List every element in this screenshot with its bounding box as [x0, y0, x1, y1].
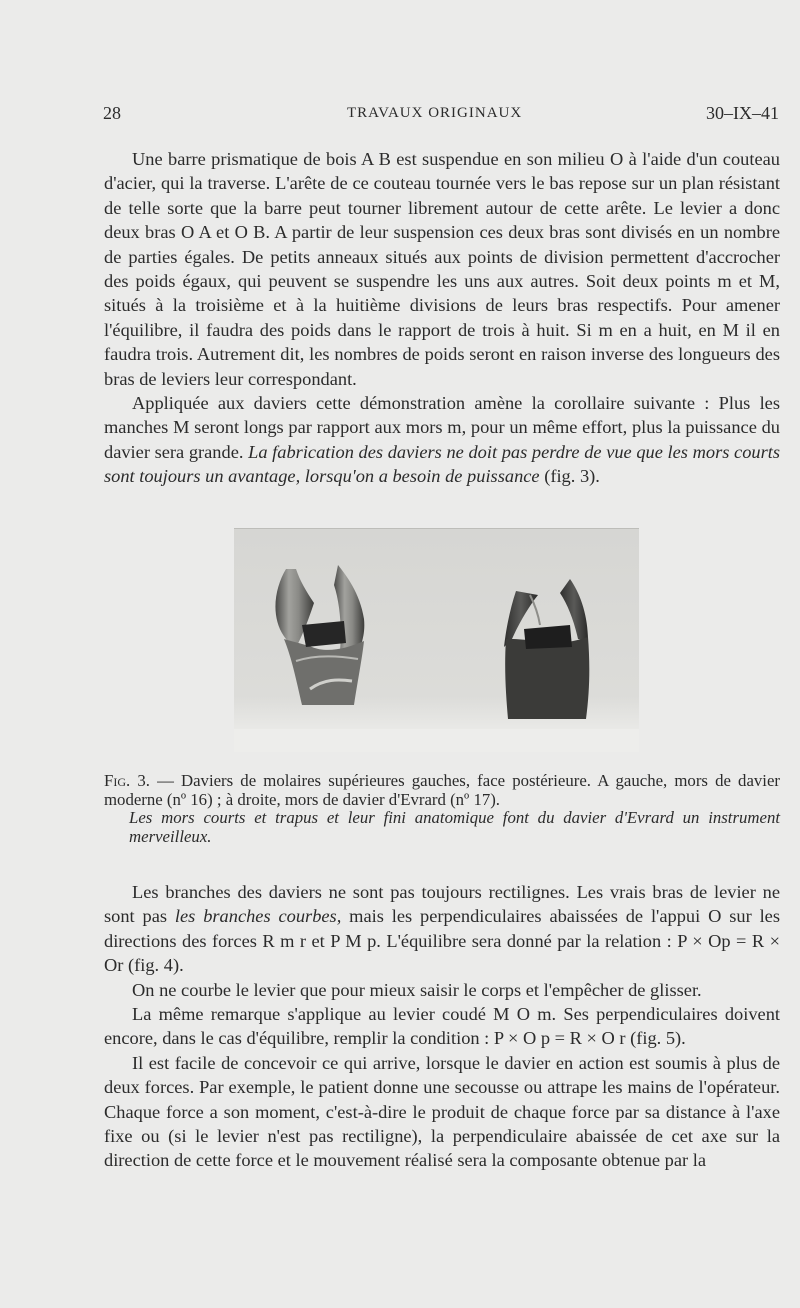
forceps-photo-illustration [234, 529, 639, 752]
corollary-italic: La fabrication des daviers ne doit pas perdre de vue que les mors courts sont toujours un avantage, lorsqu'on a besoin de puissance [104, 441, 781, 487]
paragraph-bent-lever: La même remarque s'applique au levier coudé M O m. Ses perpendiculaires doivent encore, dans le cas d'équilibre, remplir la condition : P × O p = R × O r (fig. 5). [104, 1004, 780, 1049]
body-text-top [104, 147, 780, 489]
page-number: 28 [103, 103, 121, 123]
header-date: 30–IX–41 [706, 103, 779, 123]
branches-tail: mais les perpendiculaires abaissées de l'appui O sur les directions des forces R m r et P M p. L'équilibre sera donné par la relation : P × Op = R × Or (fig. 4). [104, 906, 780, 976]
branches-text: Les branches des daviers ne sont pas toujours rectilignes. Les vrais bras de levier ne sont pas [104, 882, 780, 927]
paragraph-branches [104, 880, 780, 978]
paragraph-forces: Il est facile de concevoir ce qui arrive, lorsque le davier en action est soumis à plus de deux forces. Par exemple, le patient donne une secousse ou attrape les mains de l'opérateur. Chaque force a son moment, c'est-à-dire le produit de chaque force par sa distance à l'axe fixe ou (si le levier n'est pas rectiligne), la perpendiculaire abaissée de cet axe sur la direction de cette force et le mouvement réalisé sera la composante obtenue par la [104, 1052, 780, 1171]
running-title: TRAVAUX ORIGINAUX [347, 105, 523, 121]
corollary-tail: (fig. 3). [539, 466, 600, 487]
figure-label: Fig. 3. [104, 771, 150, 790]
corollary-text: Appliquée aux daviers cette démonstration amène la corollaire suivante : Plus les manches M seront longs par rapport aux mors m, pour un même effort, plus la puissance du davier sera grande. [104, 393, 780, 462]
paragraph-lever: Une barre prismatique de bois A B est suspendue en son milieu O à l'aide d'un couteau d'acier, qui la traverse. L'arête de ce couteau tournée vers le bas repose sur un plan résistant de telle sorte que la barre peut tourner librement autour de cette arête. Le levier a donc deux bras O A et O B. A partir de leur suspension ces deux bras sont divisés en un nombre de parties égales. De petits anneaux situés aux points de division permettent d'accrocher des poids égaux, qui peuvent se suspendre les uns aux autres. Soit deux points m et M, situés à la troisième et à la huitième divisions de leurs bras respectifs. Pour amener l'équilibre, il faudra des poids dans le rapport de trois à huit. Si m en a huit, en M il en faudra trois. Autrement dit, les nombres de poids seront en raison inverse des longueurs des bras de leviers leur correspondant. [104, 149, 780, 389]
paragraph-curve: On ne courbe le levier que pour mieux saisir le corps et l'empêcher de glisser. [132, 979, 702, 1000]
caption-text: — Daviers de molaires supérieures gauches, face postérieure. A gauche, mors de davier moderne (nº 16) ; à droite, mors de davier d'Evrard (nº 17). [104, 771, 780, 809]
figure-3-photo [234, 528, 639, 752]
branches-italic: les branches courbes, [174, 906, 342, 927]
paragraph-corollary [104, 391, 780, 489]
page-header [103, 103, 779, 127]
caption-italic: Les mors courts et trapus et leur fini anatomique font du davier d'Evrard un instrument merveilleux. [129, 808, 780, 846]
figure-caption [104, 772, 780, 846]
body-text-bottom [104, 880, 780, 1173]
